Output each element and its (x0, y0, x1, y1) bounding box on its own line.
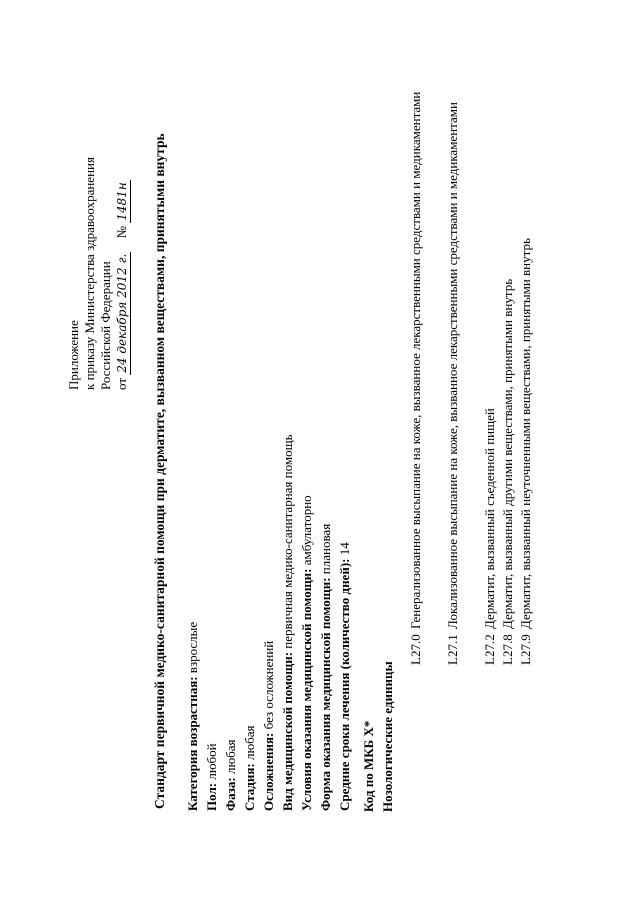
param-sex (204, 743, 220, 811)
param-stage (242, 725, 258, 811)
param-value: амбулаторно (299, 495, 314, 569)
appendix-header (66, 157, 131, 390)
handwritten-number: 1481н (115, 182, 129, 221)
icd-description: Дерматит, вызванный неуточненными веществами, принятыми внутрь (518, 238, 533, 629)
param-label: Средние сроки лечения (количество дней): (337, 558, 352, 811)
icd-code: L27.8 (500, 634, 515, 665)
handwritten-date: 24 декабря 2012 г. (115, 253, 129, 373)
param-value: без осложнений (261, 640, 276, 733)
param-value: плановая (318, 523, 333, 578)
param-label: Осложнения: (261, 732, 276, 811)
icd-description: Генерализованное высыпание на коже, вызванное лекарственными средствами и медикаментами (408, 91, 423, 629)
param-label: Форма оказания медицинской помощи: (318, 577, 333, 811)
param-label: Категория возрастная: (185, 676, 200, 811)
icd-code: L27.0 (408, 634, 423, 665)
param-value: любой (204, 743, 219, 783)
nosological-units-label: Нозологические единицы (380, 661, 395, 812)
appendix-line-3: Российской Федерации (98, 261, 113, 390)
param-phase (223, 739, 239, 811)
param-care-form (318, 524, 334, 811)
document-title: Стандарт первичной медико-санитарной помощи при дерматите, вызванном веществами, принятыми внутрь (152, 133, 167, 809)
appendix-line-1: Приложение (66, 320, 81, 390)
param-value: взрослые (185, 621, 200, 677)
icd-code: L27.9 (518, 634, 533, 665)
param-care-conditions (299, 495, 315, 811)
icd-code: L27.2 (482, 634, 497, 665)
param-care-type (280, 434, 296, 811)
icd-description: Дерматит, вызванный съеденной пищей (482, 408, 497, 629)
from-label: от (114, 377, 129, 390)
param-label: Пол: (204, 782, 219, 811)
param-label: Стадия: (242, 763, 257, 811)
param-label: Фаза: (223, 777, 238, 811)
order-date-number-line (114, 157, 131, 390)
appendix-line-2: к приказу Министерства здравоохранения (82, 157, 97, 390)
param-value: любая (242, 725, 257, 764)
param-label: Вид медицинской помощи: (280, 651, 295, 811)
param-age-category (185, 622, 201, 811)
param-value: первичная медико-санитарная помощь (280, 434, 295, 652)
param-value: 14 (337, 542, 352, 559)
param-value: любая (223, 739, 238, 778)
number-label: № (114, 225, 129, 239)
param-complications (261, 641, 277, 811)
icd-code-label: Код по МКБ X* (361, 720, 376, 812)
param-treatment-duration (337, 542, 353, 811)
icd-description: Дерматит, вызванный другими веществами, принятыми внутрь (500, 278, 515, 629)
icd-code: L27.1 (445, 634, 460, 665)
icd-description: Локализованное высыпание на коже, вызванное лекарственными средствами и медикаментами (445, 102, 460, 629)
param-label: Условия оказания медицинской помощи: (299, 568, 314, 811)
